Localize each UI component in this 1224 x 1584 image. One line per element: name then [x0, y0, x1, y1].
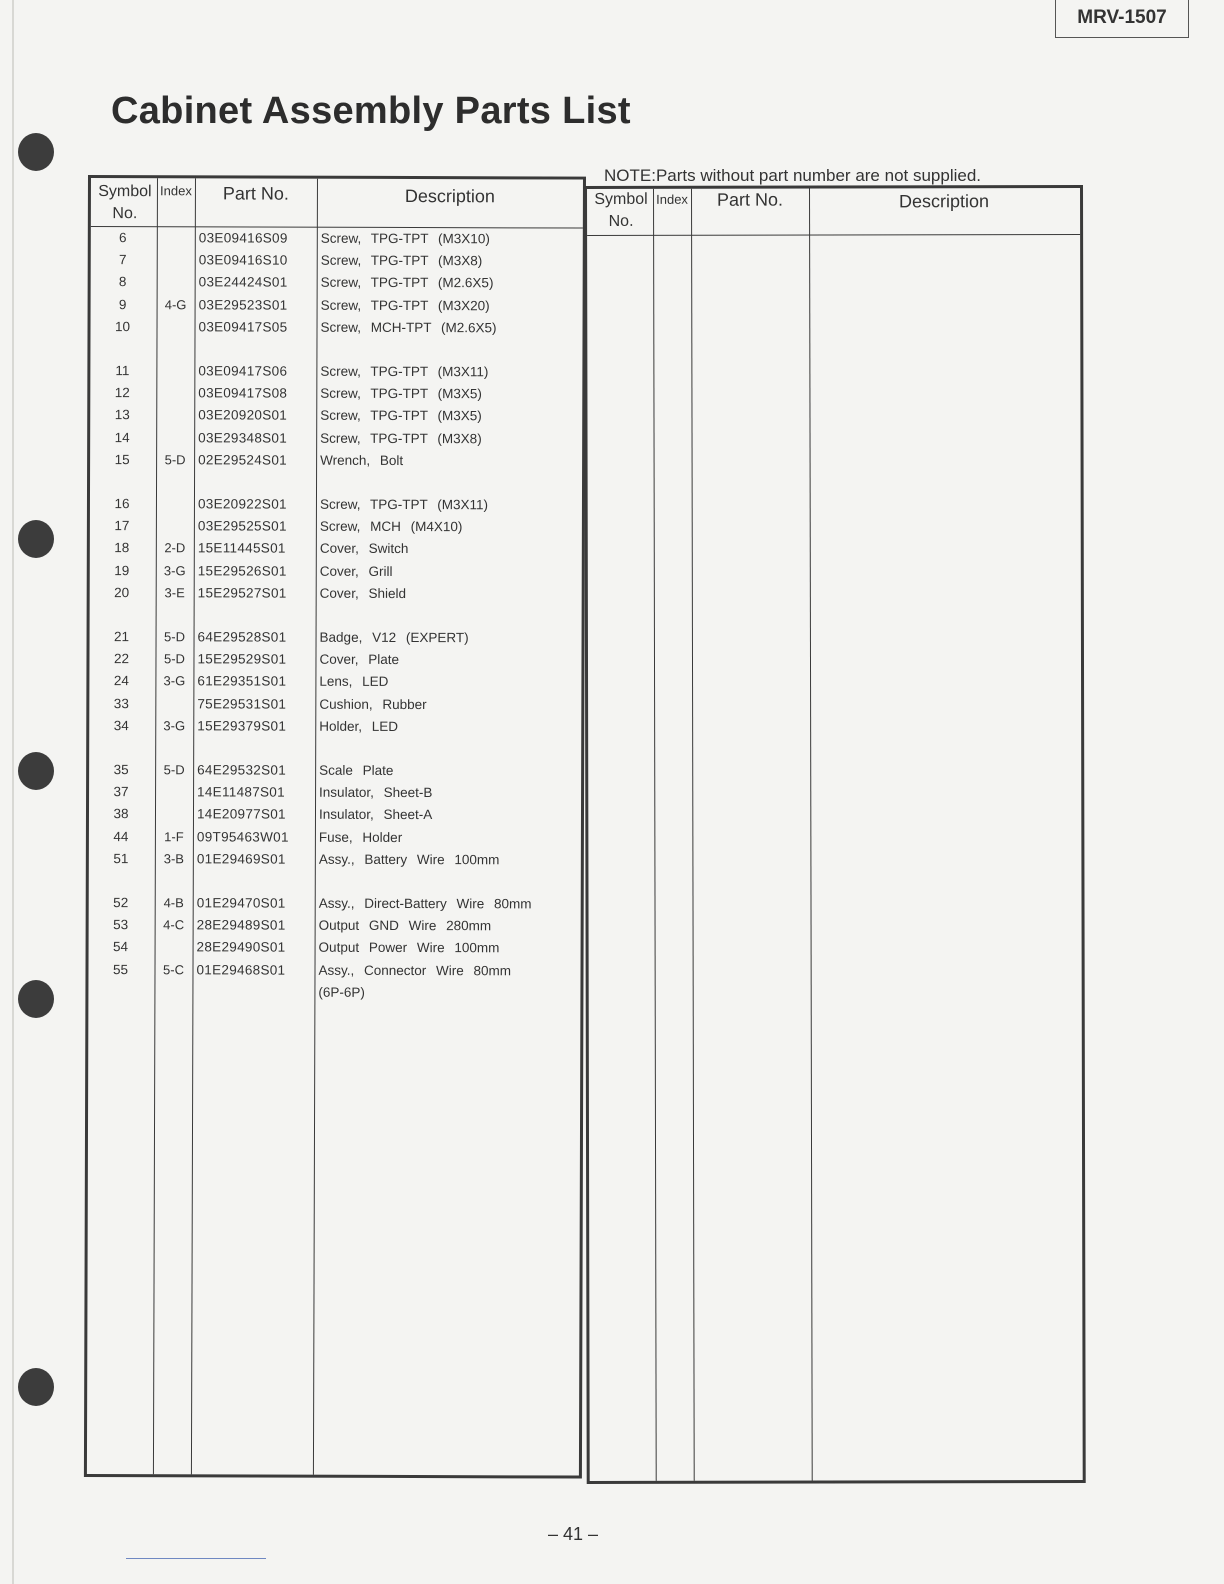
table-row [91, 272, 583, 294]
table-row [89, 804, 581, 826]
header-symbol-label: Symbol [594, 190, 648, 208]
punch-hole-icon [18, 752, 54, 790]
index-cell: 4-G [164, 296, 187, 312]
table-row [90, 627, 582, 649]
part-no-cell: 03E24424S01 [198, 274, 288, 291]
header-index: Index [160, 183, 192, 199]
table-row [89, 716, 581, 738]
table-row [90, 383, 582, 405]
part-no-cell: 03E09416S09 [198, 230, 288, 246]
table-row [89, 893, 581, 915]
table-row [90, 583, 582, 605]
symbol-no-cell: 17 [114, 518, 130, 534]
header-symbol-label: Symbol [98, 183, 152, 201]
symbol-no-cell: 9 [118, 296, 127, 312]
punch-hole-icon [18, 133, 54, 171]
description-cell: Screw, MCH (M4X10) [319, 518, 463, 535]
description-cell: Fuse, Holder [318, 829, 403, 845]
description-cell: Screw, TPG-TPT (M3X11) [320, 363, 489, 380]
model-number-box [1055, 0, 1189, 38]
footer-rule [126, 1558, 266, 1559]
part-no-cell: 75E29531S01 [197, 695, 287, 712]
table-row [90, 450, 582, 472]
index-cell: 3-E [164, 585, 185, 601]
symbol-no-cell: 37 [113, 784, 129, 800]
header-no-label: No. [608, 212, 634, 230]
parts-table-left [84, 175, 586, 1479]
table-row [90, 361, 582, 383]
table-row [89, 915, 581, 937]
page-edge [12, 0, 14, 1584]
part-no-cell: 15E29529S01 [197, 651, 287, 667]
part-no-cell: 03E09417S08 [198, 385, 288, 401]
description-cell: Screw, MCH-TPT (M2.6X5) [320, 319, 497, 336]
index-cell: 5-C [162, 961, 184, 977]
index-cell: 3-G [163, 673, 186, 689]
index-cell: 4-C [163, 917, 185, 933]
part-no-cell: 03E09417S05 [198, 319, 288, 335]
description-cell: Assy., Direct-Battery Wire 80mm [318, 895, 532, 912]
header-no-label: No. [112, 205, 138, 223]
description-cell: Cover, Plate [319, 651, 400, 668]
description-cell: Output Power Wire 100mm [318, 940, 500, 956]
part-no-cell: 03E29348S01 [198, 429, 288, 446]
punch-hole-icon [18, 520, 54, 558]
table-row [90, 317, 582, 339]
index-cell: 3-G [163, 718, 186, 734]
part-no-cell: 03E29525S01 [197, 518, 287, 534]
description-cell: Cover, Shield [319, 585, 407, 601]
part-no-cell: 01E29468S01 [196, 961, 286, 978]
table-row [89, 649, 581, 671]
header-index: Index [656, 191, 688, 207]
description-cell: Holder, LED [319, 718, 399, 734]
description-cell: Screw, TPG-TPT (M3X11) [319, 496, 489, 513]
index-cell: 5-D [163, 651, 185, 667]
description-cell: Screw, TPG-TPT (M3X5) [320, 385, 482, 402]
description-cell: (6P-6P) [318, 984, 365, 1000]
table-row [91, 295, 583, 317]
description-cell: Insulator, Sheet-A [318, 807, 433, 823]
description-cell: Screw, TPG-TPT (M3X10) [320, 230, 490, 247]
header-part-no: Part No. [222, 183, 289, 204]
description-cell: Insulator, Sheet-B [319, 784, 433, 801]
part-no-cell: 14E11487S01 [197, 784, 285, 800]
symbol-no-cell: 15 [114, 451, 130, 467]
table-row [91, 228, 583, 250]
description-cell: Screw, TPG-TPT (M3X5) [320, 408, 482, 424]
description-cell: Output GND Wire 280mm [318, 917, 492, 934]
index-cell: 3-B [163, 851, 184, 867]
symbol-no-cell: 10 [114, 318, 131, 334]
symbol-no-cell: 12 [114, 385, 130, 401]
description-cell: Scale Plate [319, 762, 394, 778]
symbol-no-cell: 24 [113, 673, 129, 689]
symbol-no-cell: 52 [113, 895, 129, 911]
header-symbol [93, 181, 157, 225]
table-row [89, 937, 581, 959]
part-no-cell: 15E29379S01 [197, 718, 287, 734]
symbol-no-cell: 14 [114, 429, 130, 445]
symbol-no-cell: 44 [113, 828, 129, 844]
part-no-cell: 28E29490S01 [196, 939, 286, 956]
table-row [89, 782, 581, 804]
table-row [89, 849, 581, 871]
parts-table-right [584, 185, 1086, 1484]
symbol-no-cell: 20 [114, 584, 130, 600]
part-no-cell: 15E29526S01 [197, 562, 287, 579]
punch-hole-icon [18, 980, 54, 1018]
description-cell: Cover, Switch [319, 541, 409, 557]
index-cell: 5-D [164, 629, 186, 645]
part-no-cell: 02E29524S01 [198, 452, 288, 468]
description-cell: Screw, TPG-TPT (M3X8) [320, 430, 482, 446]
symbol-no-cell: 55 [112, 961, 129, 977]
part-no-cell: 09T95463W01 [196, 828, 289, 845]
part-no-cell: 15E29527S01 [197, 585, 287, 601]
symbol-no-cell: 38 [113, 806, 129, 822]
description-cell: Screw, TPG-TPT (M3X8) [320, 252, 483, 269]
description-cell: Cushion, Rubber [319, 696, 427, 712]
part-no-cell: 03E20922S01 [197, 496, 287, 512]
part-no-cell: 03E20920S01 [198, 407, 288, 424]
header-description: Description [898, 191, 990, 212]
table-row [89, 671, 581, 693]
header-part-no: Part No. [716, 189, 784, 210]
table-row [90, 405, 582, 427]
part-no-cell: 01E29470S01 [196, 895, 286, 911]
header-description: Description [404, 185, 495, 207]
page-number: – 41 – [548, 1524, 599, 1544]
table-row [91, 250, 583, 272]
description-cell: Assy., Connector Wire 80mm [318, 962, 512, 978]
description-cell: Cover, Grill [319, 563, 393, 579]
part-no-cell: 61E29351S01 [197, 673, 287, 690]
table-row [90, 538, 582, 560]
table-row [90, 561, 582, 583]
index-cell: 2-D [164, 540, 186, 556]
description-cell: Screw, TPG-TPT (M2.6X5) [320, 275, 494, 291]
symbol-no-cell: 19 [114, 562, 130, 578]
supply-note: NOTE:Parts without part number are not supplied. [604, 166, 982, 185]
symbol-no-cell: 53 [113, 917, 129, 933]
symbol-no-cell: 35 [113, 762, 129, 778]
symbol-no-cell: 54 [113, 939, 129, 955]
part-no-cell: 28E29489S01 [196, 917, 286, 933]
part-no-cell: 03E09417S06 [198, 363, 288, 379]
symbol-no-cell: 8 [118, 274, 127, 290]
symbol-no-cell: 11 [115, 363, 130, 379]
model-number: MRV-1507 [1077, 6, 1167, 28]
table-row [89, 694, 581, 716]
table-row [89, 760, 581, 782]
page-title: Cabinet Assembly Parts List [111, 90, 631, 132]
symbol-no-cell: 22 [113, 651, 130, 667]
index-cell: 4-B [163, 895, 184, 911]
symbol-no-cell: 34 [113, 717, 129, 733]
index-cell: 5-D [163, 762, 185, 778]
table-row [89, 827, 581, 849]
symbol-no-cell: 7 [118, 252, 127, 268]
table-row [88, 960, 580, 982]
description-cell: Wrench, Bolt [320, 452, 404, 468]
description-cell: Lens, LED [319, 674, 389, 690]
description-cell: Badge, V12 (EXPERT) [319, 629, 469, 646]
table-row [90, 516, 582, 538]
table-row [88, 982, 580, 1004]
symbol-no-cell: 33 [113, 695, 129, 711]
description-cell: Screw, TPG-TPT (M3X20) [320, 297, 490, 313]
part-no-cell: 64E29532S01 [197, 762, 287, 778]
index-cell: 5-D [164, 452, 186, 468]
symbol-no-cell: 13 [114, 407, 130, 423]
part-no-cell: 14E20977S01 [196, 806, 286, 823]
header-symbol [589, 189, 653, 233]
index-cell: 1-F [164, 828, 184, 844]
part-no-cell: 03E29523S01 [198, 296, 288, 313]
part-no-cell: 03E09416S10 [198, 252, 288, 268]
symbol-no-cell: 51 [113, 850, 129, 866]
symbol-no-cell: 18 [114, 540, 130, 556]
part-no-cell: 01E29469S01 [196, 851, 286, 867]
symbol-no-cell: 6 [119, 230, 127, 246]
punch-hole-icon [18, 1368, 54, 1406]
table-row [90, 494, 582, 516]
description-cell: Assy., Battery Wire 100mm [318, 851, 500, 868]
part-no-cell: 64E29528S01 [197, 629, 287, 645]
symbol-no-cell: 21 [114, 629, 130, 645]
index-cell: 3-G [163, 562, 186, 578]
symbol-no-cell: 16 [114, 496, 130, 512]
part-no-cell: 15E11445S01 [197, 540, 286, 557]
table-row [90, 428, 582, 450]
